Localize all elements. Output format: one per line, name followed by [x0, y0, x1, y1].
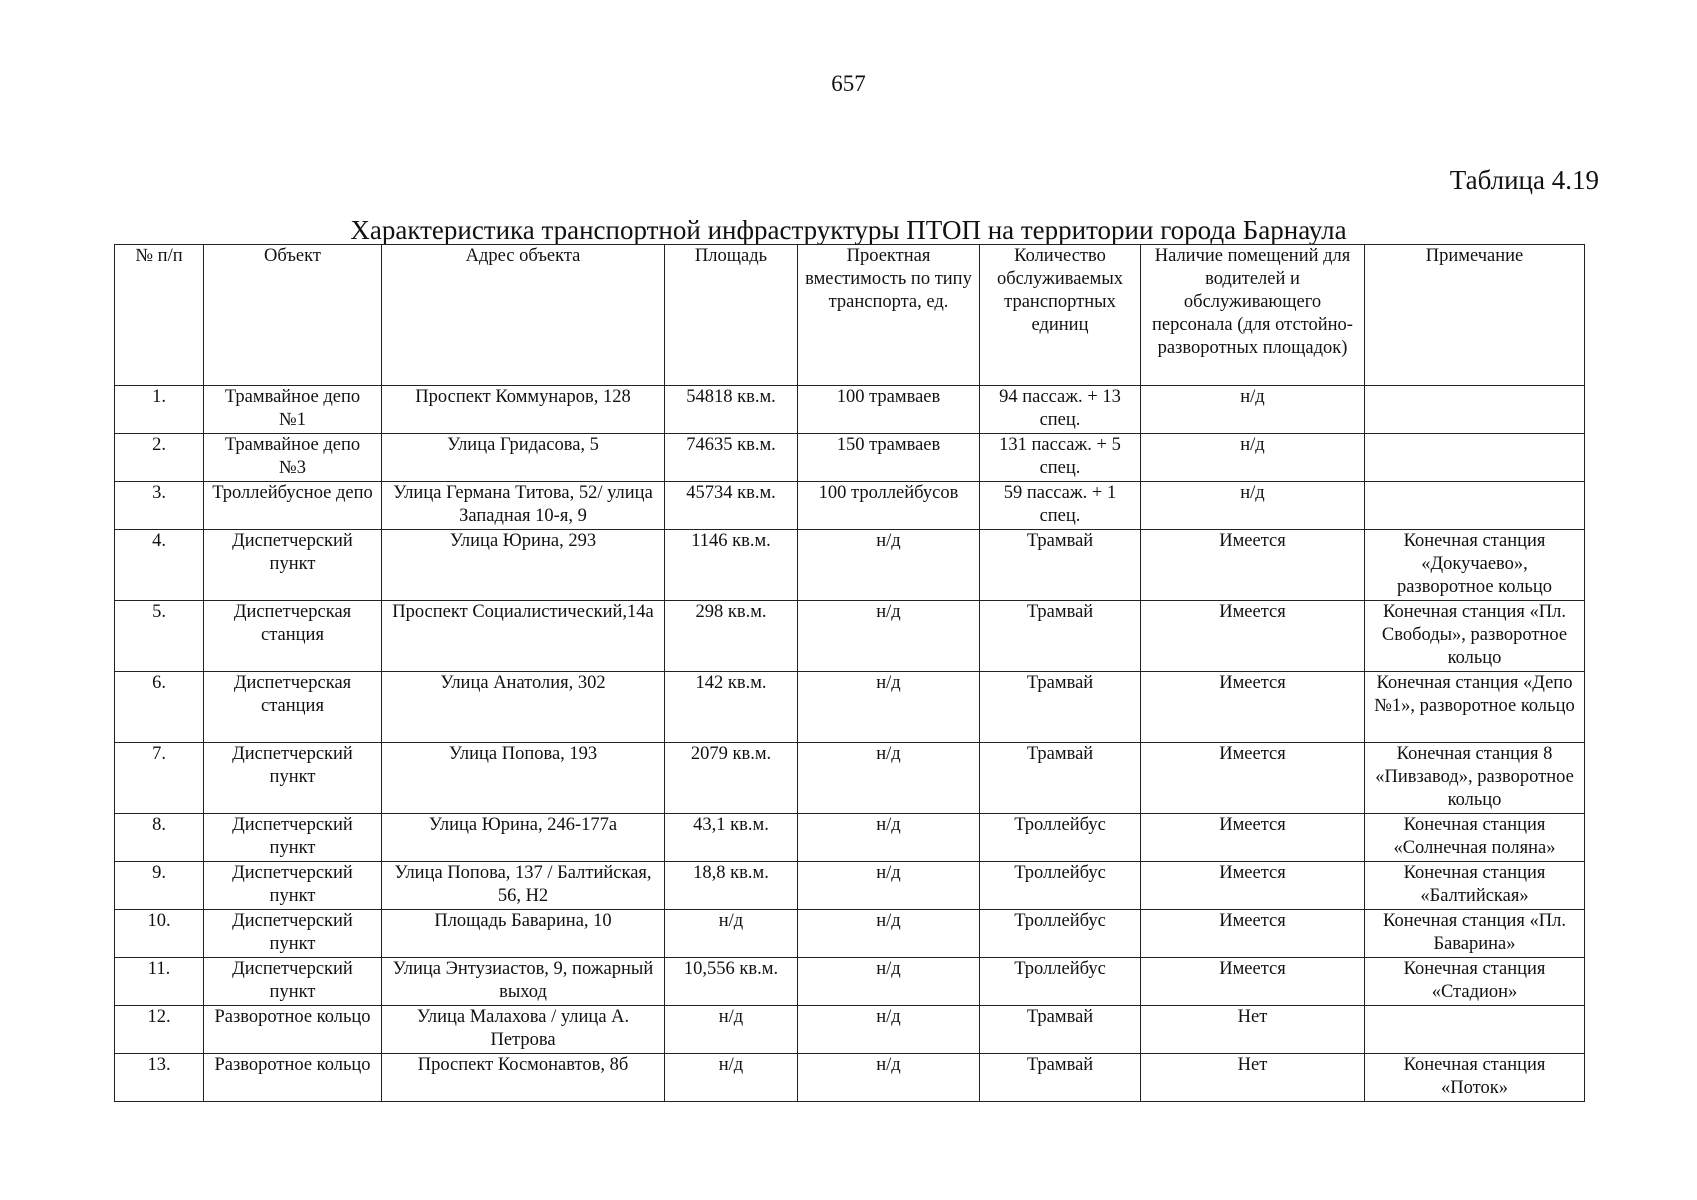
cell-served-units: Троллейбус: [980, 814, 1141, 862]
table-row: [115, 601, 1585, 672]
cell-area: 43,1 кв.м.: [665, 814, 798, 862]
table-row: [115, 1054, 1585, 1102]
col-header-object: Объект: [204, 245, 382, 386]
cell-note: Конечная станция «Стадион»: [1365, 958, 1585, 1006]
cell-capacity: н/д: [798, 814, 980, 862]
cell-capacity: н/д: [798, 1006, 980, 1054]
table-row: [115, 482, 1585, 530]
cell-note: Конечная станция «Пл. Свободы», разворотное кольцо: [1365, 601, 1585, 672]
col-header-served-units: Количество обслуживаемых транспортных единиц: [980, 245, 1141, 386]
cell-area: 54818 кв.м.: [665, 386, 798, 434]
cell-served-units: Трамвай: [980, 1006, 1141, 1054]
col-header-staff-rooms: Наличие помещений для водителей и обслуживающего персонала (для отстойно-разворотных площадок): [1141, 245, 1365, 386]
infrastructure-table: [114, 244, 1585, 1102]
table-row: [115, 743, 1585, 814]
table-row: [115, 862, 1585, 910]
table-row: [115, 814, 1585, 862]
cell-served-units: 131 пассаж. + 5 спец.: [980, 434, 1141, 482]
cell-area: 74635 кв.м.: [665, 434, 798, 482]
cell-staff-rooms: Имеется: [1141, 601, 1365, 672]
cell-number: 3.: [115, 482, 204, 530]
cell-number: 9.: [115, 862, 204, 910]
col-header-address: Адрес объекта: [382, 245, 665, 386]
cell-capacity: н/д: [798, 601, 980, 672]
cell-address: Улица Анатолия, 302: [382, 672, 665, 743]
col-header-area: Площадь: [665, 245, 798, 386]
cell-area: 10,556 кв.м.: [665, 958, 798, 1006]
cell-area: н/д: [665, 1006, 798, 1054]
page-number: 657: [831, 71, 866, 96]
cell-staff-rooms: Нет: [1141, 1054, 1365, 1102]
cell-capacity: 150 трамваев: [798, 434, 980, 482]
cell-number: 7.: [115, 743, 204, 814]
cell-address: Улица Попова, 193: [382, 743, 665, 814]
cell-object: Диспетчерская станция: [204, 672, 382, 743]
cell-staff-rooms: Имеется: [1141, 910, 1365, 958]
cell-number: 1.: [115, 386, 204, 434]
cell-area: 2079 кв.м.: [665, 743, 798, 814]
cell-address: Проспект Космонавтов, 8б: [382, 1054, 665, 1102]
col-header-number: № п/п: [115, 245, 204, 386]
cell-staff-rooms: н/д: [1141, 386, 1365, 434]
table-row: [115, 386, 1585, 434]
cell-served-units: Трамвай: [980, 743, 1141, 814]
cell-object: Трамвайное депо №1: [204, 386, 382, 434]
cell-staff-rooms: Имеется: [1141, 958, 1365, 1006]
cell-number: 4.: [115, 530, 204, 601]
cell-served-units: 59 пассаж. + 1 спец.: [980, 482, 1141, 530]
cell-number: 12.: [115, 1006, 204, 1054]
cell-address: Улица Юрина, 246-177а: [382, 814, 665, 862]
cell-address: Улица Германа Титова, 52/ улица Западная 10-я, 9: [382, 482, 665, 530]
cell-area: н/д: [665, 910, 798, 958]
cell-capacity: 100 троллейбусов: [798, 482, 980, 530]
cell-number: 13.: [115, 1054, 204, 1102]
table-label: Таблица 4.19: [1449, 165, 1599, 195]
cell-note: [1365, 482, 1585, 530]
table-row: [115, 1006, 1585, 1054]
cell-note: [1365, 386, 1585, 434]
cell-note: [1365, 1006, 1585, 1054]
cell-staff-rooms: Имеется: [1141, 814, 1365, 862]
cell-number: 8.: [115, 814, 204, 862]
cell-number: 5.: [115, 601, 204, 672]
cell-note: Конечная станция «Балтийская»: [1365, 862, 1585, 910]
cell-area: 18,8 кв.м.: [665, 862, 798, 910]
cell-served-units: Трамвай: [980, 1054, 1141, 1102]
cell-object: Трамвайное депо №3: [204, 434, 382, 482]
col-header-capacity: Проектная вместимость по типу транспорта, ед.: [798, 245, 980, 386]
cell-capacity: н/д: [798, 743, 980, 814]
cell-capacity: 100 трамваев: [798, 386, 980, 434]
cell-capacity: н/д: [798, 530, 980, 601]
cell-address: Улица Малахова / улица А. Петрова: [382, 1006, 665, 1054]
table-row: [115, 958, 1585, 1006]
cell-area: н/д: [665, 1054, 798, 1102]
cell-capacity: н/д: [798, 910, 980, 958]
cell-address: Проспект Коммунаров, 128: [382, 386, 665, 434]
cell-area: 1146 кв.м.: [665, 530, 798, 601]
cell-note: Конечная станция «Поток»: [1365, 1054, 1585, 1102]
cell-address: Проспект Социалистический,14а: [382, 601, 665, 672]
cell-served-units: Троллейбус: [980, 862, 1141, 910]
cell-served-units: 94 пассаж. + 13 спец.: [980, 386, 1141, 434]
cell-object: Разворотное кольцо: [204, 1054, 382, 1102]
cell-area: 142 кв.м.: [665, 672, 798, 743]
cell-object: Диспетчерский пункт: [204, 814, 382, 862]
col-header-note: Примечание: [1365, 245, 1585, 386]
cell-number: 11.: [115, 958, 204, 1006]
cell-note: Конечная станция «Докучаево», разворотное кольцо: [1365, 530, 1585, 601]
table-row: [115, 910, 1585, 958]
table-row: [115, 530, 1585, 601]
cell-note: Конечная станция «Депо №1», разворотное кольцо: [1365, 672, 1585, 743]
cell-note: Конечная станция 8 «Пивзавод», разворотное кольцо: [1365, 743, 1585, 814]
cell-served-units: Трамвай: [980, 530, 1141, 601]
cell-served-units: Троллейбус: [980, 958, 1141, 1006]
cell-capacity: н/д: [798, 672, 980, 743]
cell-number: 10.: [115, 910, 204, 958]
cell-number: 2.: [115, 434, 204, 482]
cell-capacity: н/д: [798, 958, 980, 1006]
cell-address: Площадь Баварина, 10: [382, 910, 665, 958]
cell-object: Диспетчерский пункт: [204, 958, 382, 1006]
cell-staff-rooms: Имеется: [1141, 862, 1365, 910]
cell-staff-rooms: н/д: [1141, 434, 1365, 482]
cell-object: Разворотное кольцо: [204, 1006, 382, 1054]
cell-area: 298 кв.м.: [665, 601, 798, 672]
cell-note: Конечная станция «Солнечная поляна»: [1365, 814, 1585, 862]
cell-object: Диспетчерский пункт: [204, 743, 382, 814]
cell-address: Улица Гридасова, 5: [382, 434, 665, 482]
cell-object: Диспетчерский пункт: [204, 910, 382, 958]
cell-capacity: н/д: [798, 1054, 980, 1102]
cell-staff-rooms: н/д: [1141, 482, 1365, 530]
cell-object: Диспетчерская станция: [204, 601, 382, 672]
cell-staff-rooms: Имеется: [1141, 672, 1365, 743]
cell-capacity: н/д: [798, 862, 980, 910]
cell-staff-rooms: Имеется: [1141, 743, 1365, 814]
cell-address: Улица Попова, 137 / Балтийская, 56, Н2: [382, 862, 665, 910]
cell-served-units: Трамвай: [980, 672, 1141, 743]
cell-address: Улица Энтузиастов, 9, пожарный выход: [382, 958, 665, 1006]
table-header-row: [115, 245, 1585, 386]
cell-address: Улица Юрина, 293: [382, 530, 665, 601]
cell-area: 45734 кв.м.: [665, 482, 798, 530]
cell-note: Конечная станция «Пл. Баварина»: [1365, 910, 1585, 958]
table-title: Характеристика транспортной инфраструктуры ПТОП на территории города Барнаула: [350, 215, 1347, 245]
cell-staff-rooms: Нет: [1141, 1006, 1365, 1054]
cell-object: Троллейбусное депо: [204, 482, 382, 530]
cell-number: 6.: [115, 672, 204, 743]
table-row: [115, 672, 1585, 743]
cell-note: [1365, 434, 1585, 482]
cell-served-units: Троллейбус: [980, 910, 1141, 958]
cell-object: Диспетчерский пункт: [204, 530, 382, 601]
cell-object: Диспетчерский пункт: [204, 862, 382, 910]
cell-staff-rooms: Имеется: [1141, 530, 1365, 601]
cell-served-units: Трамвай: [980, 601, 1141, 672]
table-row: [115, 434, 1585, 482]
